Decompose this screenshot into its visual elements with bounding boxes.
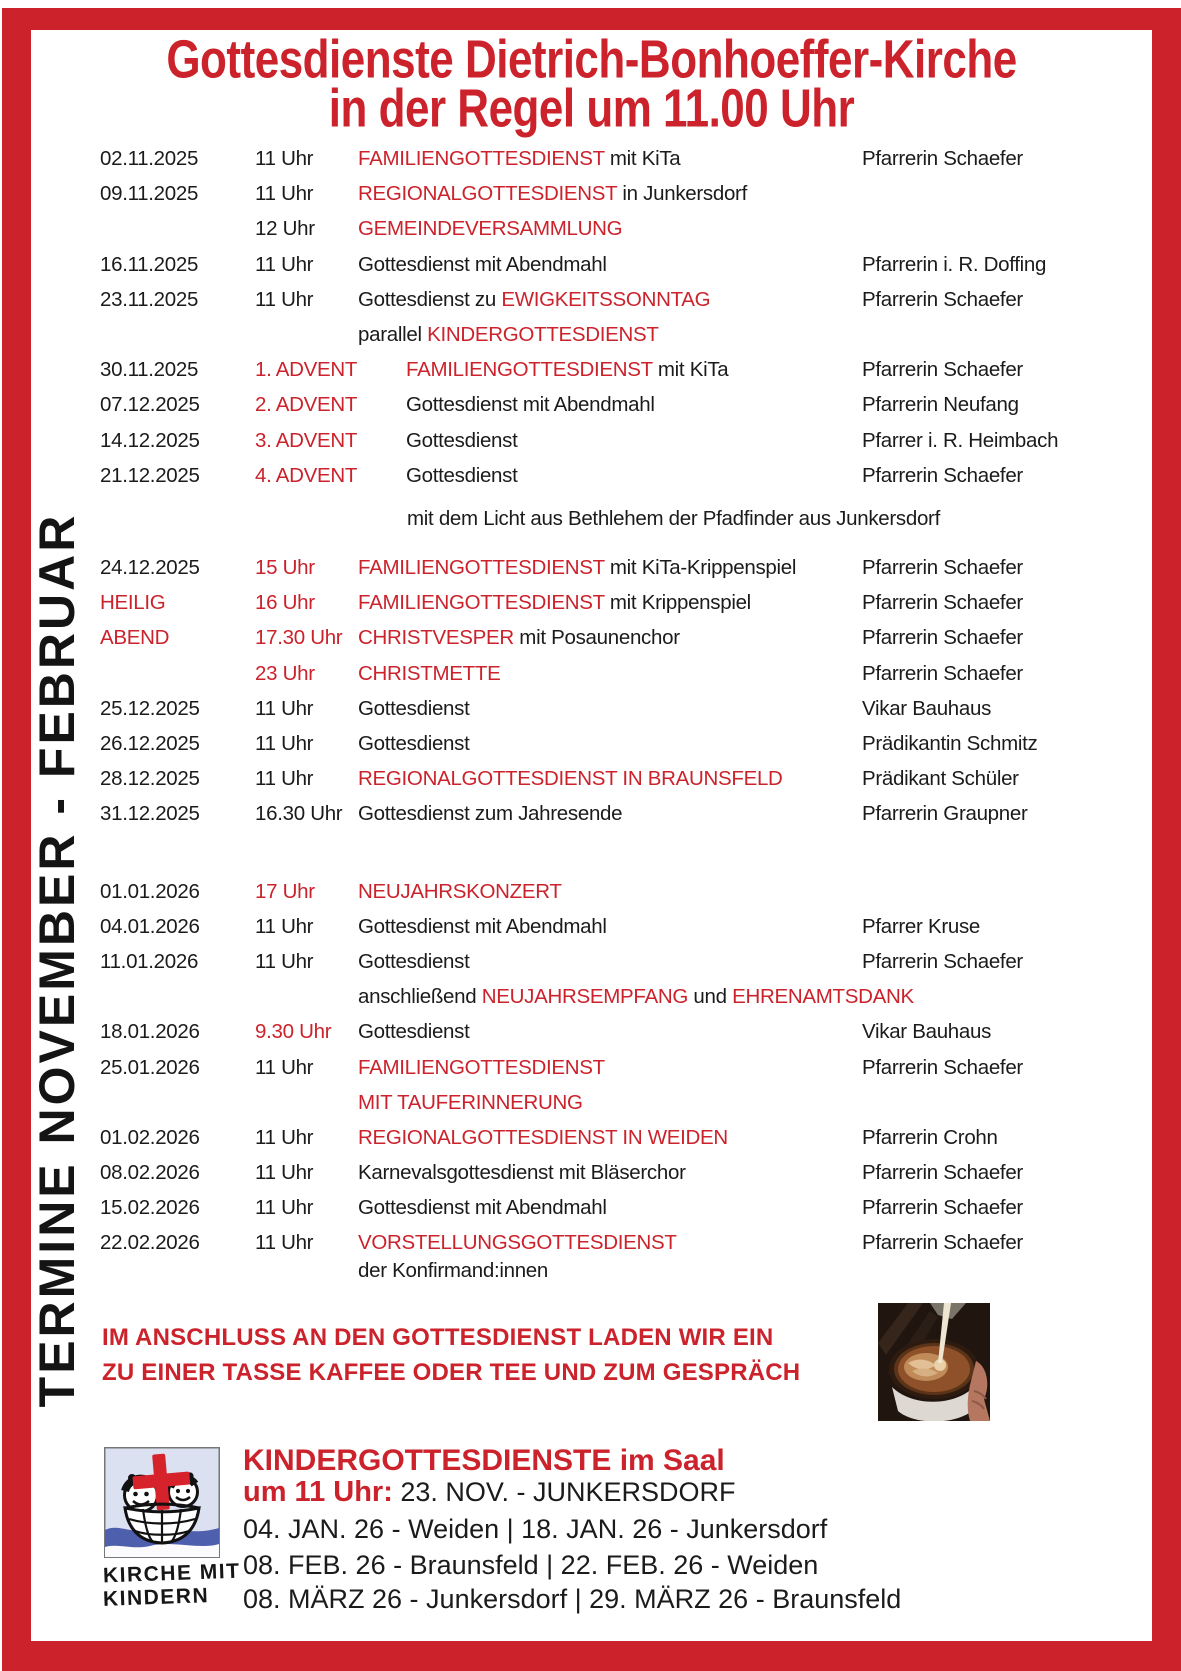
schedule-pastor: Prädikantin Schmitz [862, 732, 1038, 755]
schedule-date: ABEND [100, 626, 170, 650]
schedule-pastor: Pfarrerin Graupner [862, 802, 1028, 826]
schedule-time: 11 Uhr [255, 1125, 314, 1149]
schedule-date: 01.02.2026 [100, 1125, 200, 1149]
schedule-pastor: Pfarrerin Schaefer [862, 147, 1023, 170]
schedule-time: 11 Uhr [255, 1231, 314, 1255]
schedule-description-text: Gottesdienst mit Abendmahl [358, 252, 607, 276]
schedule-pastor: Pfarrerin Schaefer [862, 1231, 1023, 1255]
schedule-description-text: Gottesdienst [358, 949, 470, 973]
schedule-date: 25.01.2026 [100, 1055, 200, 1079]
schedule-pastor: Pfarrerin Schaefer [862, 949, 1023, 973]
schedule-description [358, 1050, 605, 1085]
schedule-date: 23.11.2025 [100, 287, 199, 311]
schedule-row [0, 1120, 1181, 1155]
schedule-pastor: Pfarrerin Crohn [862, 1125, 998, 1149]
schedule-description-text: in Junkersdorf [617, 182, 747, 206]
schedule-date: 08.02.2026 [100, 1161, 200, 1185]
schedule-description [407, 501, 940, 536]
schedule-pastor: Pfarrerin Schaefer [862, 1055, 1023, 1079]
schedule-date: 15.02.2026 [100, 1196, 200, 1220]
schedule-pastor: Pfarrerin Schaefer [862, 661, 1023, 685]
page-title-line2: in der Regel um 11.00 Uhr [328, 78, 855, 139]
schedule-row [0, 317, 1181, 352]
coffee-invitation-line2: ZU EINER TASSE KAFFEE ODER TEE UND ZUM GESPRÄCH [102, 1359, 801, 1386]
schedule-description [358, 141, 680, 176]
schedule-description-highlight: EWIGKEITSSONNTAG [501, 287, 711, 311]
schedule-row [0, 796, 1181, 831]
schedule-pastor: Pfarrerin Schaefer [862, 556, 1023, 580]
schedule-description [358, 620, 680, 655]
schedule-row [0, 458, 1181, 493]
schedule-row [0, 979, 1181, 1014]
schedule-date: 21.12.2025 [100, 463, 200, 487]
schedule-time: 12 Uhr [255, 217, 315, 241]
schedule-row [0, 176, 1181, 211]
schedule-description-highlight: FAMILIENGOTTESDIENST [406, 358, 653, 382]
schedule-pastor: Pfarrer i. R. Heimbach [862, 428, 1059, 452]
schedule-date: 22.02.2026 [100, 1231, 200, 1255]
schedule-date: 14.12.2025 [100, 428, 200, 452]
schedule-time: 11 Uhr [255, 287, 314, 311]
schedule-description [358, 247, 607, 282]
schedule-time: 11 Uhr [255, 696, 314, 720]
schedule-description [406, 387, 655, 422]
schedule-description-text: Gottesdienst zu [358, 287, 502, 311]
schedule-description-text: Gottesdienst [358, 696, 470, 720]
schedule-row [0, 141, 1181, 176]
schedule-time: 16.30 Uhr [255, 802, 343, 826]
schedule-description-text: mit KiTa [652, 358, 729, 382]
schedule-time: 3. ADVENT [255, 428, 358, 452]
coffee-invitation [102, 1320, 800, 1390]
kids-first-entry: 23. NOV. - JUNKERSDORF [400, 1477, 736, 1507]
kids-schedule-line: 08. FEB. 26 - Braunsfeld | 22. FEB. 26 - Weiden [243, 1550, 819, 1580]
logo-caption-line1: KIRCHE MIT [102, 1559, 241, 1588]
schedule-date: 25.12.2025 [100, 696, 200, 720]
kids-schedule-line: 08. MÄRZ 26 - Junkersdorf | 29. MÄRZ 26 - Braunsfeld [243, 1584, 902, 1614]
schedule-pastor: Pfarrerin Schaefer [862, 591, 1023, 615]
schedule-description-highlight: VORSTELLUNGSGOTTESDIENST [358, 1231, 677, 1255]
kirche-mit-kindern-logo [104, 1447, 220, 1558]
schedule-description-text: anschließend [358, 985, 482, 1009]
schedule-date: 02.11.2025 [100, 147, 199, 170]
schedule-row [0, 944, 1181, 979]
schedule-date: 09.11.2025 [100, 182, 199, 206]
schedule-pastor: Pfarrer Kruse [862, 914, 980, 938]
schedule-description-text: mit Posaunenchor [513, 626, 680, 650]
schedule-description-highlight: FAMILIENGOTTESDIENST [358, 591, 605, 615]
schedule-description-text: parallel [358, 322, 428, 346]
schedule-description-text: Karnevalsgottesdienst mit Bläserchor [358, 1161, 686, 1185]
schedule-description-text: Gottesdienst mit Abendmahl [406, 393, 655, 417]
schedule-description [358, 1120, 728, 1155]
schedule-description-highlight: CHRISTMETTE [358, 661, 501, 685]
schedule-row [0, 1256, 1181, 1286]
schedule-time: 23 Uhr [255, 661, 315, 685]
schedule-pastor: Pfarrerin Schaefer [862, 1196, 1023, 1220]
schedule-date: 28.12.2025 [100, 767, 200, 791]
schedule-description [358, 211, 622, 246]
schedule-time: 15 Uhr [255, 556, 315, 580]
schedule-description-highlight: REGIONALGOTTESDIENST [358, 182, 618, 206]
schedule-description [406, 423, 518, 458]
schedule-row [0, 247, 1181, 282]
schedule-pastor: Pfarrerin Schaefer [862, 287, 1023, 311]
schedule-description [358, 176, 747, 211]
schedule-date: 07.12.2025 [100, 393, 200, 417]
schedule-description-highlight: CHRISTVESPER [358, 626, 514, 650]
schedule-time: 16 Uhr [255, 591, 315, 615]
coffee-photo [878, 1303, 990, 1421]
kids-first-entry-line [243, 1477, 735, 1507]
schedule-description-highlight: NEUJAHRSKONZERT [358, 879, 562, 903]
schedule-time: 11 Uhr [255, 182, 314, 206]
schedule-time: 4. ADVENT [255, 463, 358, 487]
logo-caption-line2: KINDERN [102, 1584, 210, 1611]
schedule-description-highlight: GEMEINDEVERSAMMLUNG [358, 217, 623, 241]
schedule-description-highlight: REGIONALGOTTESDIENST IN WEIDEN [358, 1125, 728, 1149]
schedule-pastor: Pfarrerin Neufang [862, 393, 1019, 417]
schedule-row [0, 874, 1181, 909]
coffee-invitation-line1: IM ANSCHLUSS AN DEN GOTTESDIENST LADEN WIR EIN [102, 1324, 774, 1351]
schedule-pastor: Prädikant Schüler [862, 767, 1019, 791]
vertical-sidebar-title: TERMINE NOVEMBER - FEBRUAR [29, 512, 85, 1408]
schedule-row [0, 1190, 1181, 1225]
schedule-time: 11 Uhr [255, 147, 314, 170]
schedule-time: 11 Uhr [255, 949, 314, 973]
schedule-time: 17 Uhr [255, 879, 315, 903]
schedule-time: 17.30 Uhr [255, 626, 343, 650]
schedule-description-text: Gottesdienst [406, 463, 518, 487]
schedule-description [358, 979, 914, 1014]
schedule-date: 26.12.2025 [100, 732, 200, 755]
page-title-line1: Gottesdienste Dietrich-Bonhoeffer-Kirche [166, 29, 1017, 90]
schedule-row [0, 620, 1181, 655]
schedule-time: 1. ADVENT [255, 358, 358, 382]
schedule-description-highlight: KINDERGOTTESDIENST [427, 322, 659, 346]
kids-schedule-line: 04. JAN. 26 - Weiden | 18. JAN. 26 - Junkersdorf [243, 1514, 828, 1544]
schedule-description-highlight: MIT TAUFERINNERUNG [358, 1090, 583, 1114]
schedule-description [358, 550, 796, 585]
schedule-date: 16.11.2025 [100, 252, 199, 276]
schedule-description [358, 1085, 583, 1120]
schedule-row [0, 352, 1181, 387]
schedule-description [358, 691, 470, 726]
schedule-time: 11 Uhr [255, 914, 314, 938]
schedule-description-highlight: FAMILIENGOTTESDIENST [358, 147, 605, 170]
schedule-description-text: mit dem Licht aus Bethlehem der Pfadfinder aus Junkersdorf [407, 506, 940, 530]
schedule-description [358, 761, 783, 796]
schedule-description [358, 796, 622, 831]
schedule-row [0, 585, 1181, 620]
schedule-description-highlight: FAMILIENGOTTESDIENST [358, 556, 605, 580]
schedule-description [358, 909, 607, 944]
schedule-description [358, 944, 470, 979]
schedule-pastor: Pfarrerin Schaefer [862, 463, 1023, 487]
schedule-time: 11 Uhr [255, 767, 314, 791]
schedule-description-text: Gottesdienst mit Abendmahl [358, 1196, 607, 1220]
schedule-description-text: und [687, 985, 733, 1009]
schedule-description-text: der Konfirmand:innen [358, 1258, 549, 1282]
schedule-description [358, 1155, 686, 1190]
schedule-time: 11 Uhr [255, 1161, 314, 1185]
schedule-description-highlight: EHRENAMTSDANK [732, 985, 914, 1009]
schedule-description [358, 1190, 607, 1225]
schedule-row [0, 1014, 1181, 1049]
schedule-time: 9.30 Uhr [255, 1020, 332, 1044]
schedule-row [0, 550, 1181, 585]
schedule-table [0, 141, 1181, 1286]
schedule-description [406, 352, 728, 387]
schedule-description [358, 317, 659, 352]
schedule-date: 31.12.2025 [100, 802, 200, 826]
schedule-row [0, 387, 1181, 422]
schedule-date: 04.01.2026 [100, 914, 200, 938]
schedule-row [0, 761, 1181, 796]
kids-time-label: um 11 Uhr: [243, 1476, 393, 1508]
schedule-row [0, 211, 1181, 246]
schedule-date: 24.12.2025 [100, 556, 200, 580]
schedule-row [0, 691, 1181, 726]
schedule-time: 11 Uhr [255, 252, 314, 276]
schedule-row [0, 423, 1181, 458]
schedule-description-text: Gottesdienst zum Jahresende [358, 802, 623, 826]
schedule-description [358, 656, 500, 691]
schedule-description [358, 1256, 548, 1286]
schedule-pastor: Vikar Bauhaus [862, 696, 992, 720]
schedule-description-highlight: NEUJAHRSEMPFANG [481, 985, 688, 1009]
schedule-row [0, 656, 1181, 691]
schedule-pastor: Pfarrerin i. R. Doffing [862, 252, 1047, 276]
schedule-description-text: Gottesdienst [358, 1020, 470, 1044]
kids-section-heading: KINDERGOTTESDIENSTE im Saal [243, 1444, 725, 1477]
schedule-date: 30.11.2025 [100, 358, 199, 382]
schedule-row [0, 1085, 1181, 1120]
schedule-date: 01.01.2026 [100, 879, 200, 903]
schedule-description [358, 1014, 470, 1049]
schedule-row [0, 501, 1181, 536]
schedule-date: 18.01.2026 [100, 1020, 200, 1044]
schedule-row [0, 1155, 1181, 1190]
schedule-pastor: Pfarrerin Schaefer [862, 358, 1023, 382]
schedule-description-text: Gottesdienst [406, 428, 518, 452]
schedule-description-text: Gottesdienst mit Abendmahl [358, 914, 607, 938]
schedule-description [406, 458, 518, 493]
schedule-row [0, 1050, 1181, 1085]
page-title [31, 29, 1152, 139]
schedule-description-text: mit KiTa-Krippenspiel [604, 556, 797, 580]
schedule-date: 11.01.2026 [100, 949, 199, 973]
schedule-description [358, 282, 710, 317]
schedule-time: 2. ADVENT [255, 393, 358, 417]
schedule-description [358, 585, 751, 620]
schedule-description [358, 874, 562, 909]
schedule-time: 11 Uhr [255, 1055, 314, 1079]
schedule-date: HEILIG [100, 591, 166, 615]
schedule-pastor: Vikar Bauhaus [862, 1020, 992, 1044]
schedule-description-highlight: FAMILIENGOTTESDIENST [358, 1055, 605, 1079]
schedule-time: 11 Uhr [255, 1196, 314, 1220]
schedule-description-text: mit KiTa [604, 147, 681, 170]
schedule-pastor: Pfarrerin Schaefer [862, 1161, 1023, 1185]
schedule-row [0, 726, 1181, 761]
schedule-description [358, 726, 470, 761]
schedule-row [0, 909, 1181, 944]
schedule-row [0, 282, 1181, 317]
schedule-description-highlight: REGIONALGOTTESDIENST IN BRAUNSFELD [358, 767, 783, 791]
schedule-pastor: Pfarrerin Schaefer [862, 626, 1023, 650]
schedule-description-text: mit Krippenspiel [604, 591, 751, 615]
schedule-description-text: Gottesdienst [358, 732, 470, 755]
schedule-time: 11 Uhr [255, 732, 314, 755]
